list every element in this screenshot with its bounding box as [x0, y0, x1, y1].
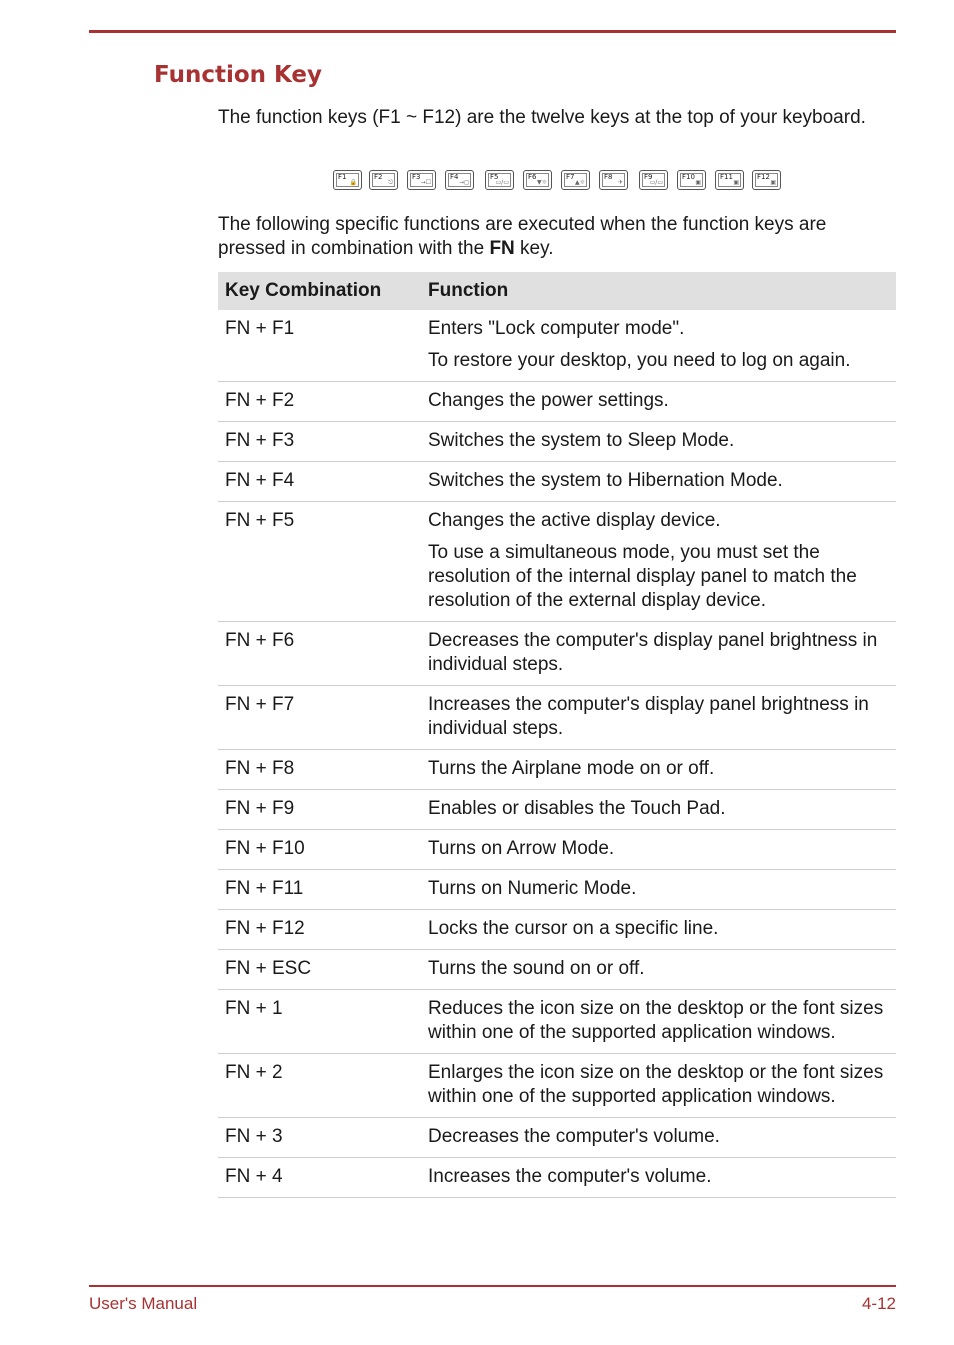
function-description: Turns on Arrow Mode. — [428, 838, 615, 859]
key-combination-cell: FN + F6 — [218, 622, 421, 686]
touchpad-icon: ▭/▭ — [649, 179, 663, 186]
key-label: F12 — [757, 173, 770, 181]
function-cell — [421, 1118, 896, 1158]
key-combination-cell: FN + F12 — [218, 910, 421, 950]
function-description: Enters "Lock computer mode". — [428, 318, 685, 339]
key-combination-cell: FN + F7 — [218, 686, 421, 750]
brightness-down-icon: ▼☼ — [537, 179, 547, 186]
header-function: Function — [421, 272, 896, 310]
key-combination-cell: FN + F10 — [218, 830, 421, 870]
function-cell — [421, 622, 896, 686]
key-combination-cell: FN + F2 — [218, 382, 421, 422]
footer-page-number: 4-12 — [861, 1294, 896, 1313]
key-label: F6 — [528, 173, 537, 181]
function-cell — [421, 910, 896, 950]
key-f2 — [369, 170, 398, 190]
top-rule — [89, 30, 896, 33]
function-description: Enlarges the icon size on the desktop or the font sizes within one of the supported application windows. — [428, 1062, 884, 1107]
header-key-combination: Key Combination — [218, 272, 421, 310]
function-description: Turns the sound on or off. — [428, 958, 645, 979]
key-label: F9 — [644, 173, 653, 181]
key-f6 — [523, 170, 552, 190]
key-f3 — [407, 170, 436, 190]
table-row — [218, 422, 896, 462]
table-row — [218, 870, 896, 910]
key-combination-cell: FN + F9 — [218, 790, 421, 830]
function-description-note: To use a simultaneous mode, you must set the resolution of the internal display panel to match the resolution of the external display device. — [428, 542, 857, 611]
function-description: Locks the cursor on a specific line. — [428, 918, 719, 939]
key-combination-cell: FN + 3 — [218, 1118, 421, 1158]
key-combination-cell: FN + 4 — [218, 1158, 421, 1198]
key-f5 — [485, 170, 514, 190]
table-row — [218, 830, 896, 870]
key-combination-cell: FN + F1 — [218, 310, 421, 382]
table-row — [218, 622, 896, 686]
key-label: F7 — [566, 173, 575, 181]
key-f9 — [639, 170, 668, 190]
function-description: Reduces the icon size on the desktop or the font sizes within one of the supported application windows. — [428, 998, 884, 1043]
function-description: Increases the computer's display panel brightness in individual steps. — [428, 694, 869, 739]
key-f8 — [599, 170, 628, 190]
function-cell — [421, 310, 896, 382]
combination-text: The following specific functions are executed when the function keys are pressed in combination with the — [218, 214, 827, 259]
table-row — [218, 310, 896, 382]
key-f1 — [333, 170, 362, 190]
function-description: Enables or disables the Touch Pad. — [428, 798, 726, 819]
key-label: F4 — [450, 173, 459, 181]
function-key-table — [218, 272, 896, 1198]
arrow-mode-icon: ▣ — [695, 179, 701, 186]
key-combination-cell: FN + 2 — [218, 1054, 421, 1118]
lock-icon: 🔒 — [349, 179, 357, 186]
table-row — [218, 790, 896, 830]
combination-paragraph — [218, 213, 898, 261]
function-description: Increases the computer's volume. — [428, 1166, 712, 1187]
key-f10 — [677, 170, 706, 190]
key-combination-cell: FN + 1 — [218, 990, 421, 1054]
key-combination-cell: FN + F5 — [218, 502, 421, 622]
key-combination-cell: FN + F11 — [218, 870, 421, 910]
key-label: F10 — [682, 173, 695, 181]
table-row — [218, 910, 896, 950]
combination-text-end: key. — [514, 238, 554, 259]
key-combination-cell: FN + ESC — [218, 950, 421, 990]
hibernate-icon: →◻ — [458, 179, 469, 186]
table-row — [218, 1118, 896, 1158]
function-cell — [421, 990, 896, 1054]
function-description: Turns the Airplane mode on or off. — [428, 758, 715, 779]
function-cell — [421, 950, 896, 990]
display-switch-icon: ▭/▭ — [495, 179, 509, 186]
table-row — [218, 502, 896, 622]
function-cell — [421, 830, 896, 870]
function-cell — [421, 382, 896, 422]
key-f7 — [561, 170, 590, 190]
numeric-mode-icon: ▣ — [733, 179, 739, 186]
key-f4 — [445, 170, 474, 190]
function-description: Switches the system to Sleep Mode. — [428, 430, 735, 451]
function-cell — [421, 870, 896, 910]
key-combination-cell: FN + F3 — [218, 422, 421, 462]
key-label: F3 — [412, 173, 421, 181]
table-row — [218, 950, 896, 990]
function-cell — [421, 750, 896, 790]
function-description: Changes the power settings. — [428, 390, 669, 411]
function-description: Decreases the computer's display panel brightness in individual steps. — [428, 630, 878, 675]
bottom-rule — [89, 1285, 896, 1287]
function-description: Decreases the computer's volume. — [428, 1126, 720, 1147]
function-cell — [421, 1054, 896, 1118]
function-cell — [421, 790, 896, 830]
table-row — [218, 382, 896, 422]
footer-manual-title: User's Manual — [89, 1294, 198, 1313]
key-label: F5 — [490, 173, 499, 181]
function-description: Turns on Numeric Mode. — [428, 878, 637, 899]
brightness-up-icon: ▲☼ — [575, 179, 585, 186]
key-combination-cell: FN + F8 — [218, 750, 421, 790]
table-body — [218, 310, 896, 1198]
power-settings-icon: ⎋ — [388, 179, 393, 186]
table-row — [218, 750, 896, 790]
key-label: F2 — [374, 173, 383, 181]
table-row — [218, 462, 896, 502]
table-row — [218, 990, 896, 1054]
sleep-icon: →☐ — [420, 179, 431, 186]
scroll-lock-icon: ▣ — [770, 179, 776, 186]
intro-paragraph: The function keys (F1 ~ F12) are the twelve keys at the top of your keyboard. — [218, 107, 866, 128]
key-label: F1 — [338, 173, 347, 181]
function-description-note: To restore your desktop, you need to log on again. — [428, 350, 851, 371]
function-cell — [421, 502, 896, 622]
section-title: Function Key — [154, 62, 323, 88]
function-description: Changes the active display device. — [428, 510, 721, 531]
key-f12 — [752, 170, 781, 190]
table-row — [218, 686, 896, 750]
key-label: F11 — [720, 173, 733, 181]
airplane-mode-icon: ✈ — [617, 179, 623, 186]
function-description: Switches the system to Hibernation Mode. — [428, 470, 783, 491]
key-label: F8 — [604, 173, 613, 181]
table-row — [218, 1158, 896, 1198]
function-cell — [421, 1158, 896, 1198]
key-f11 — [715, 170, 744, 190]
table-header-row — [218, 272, 896, 310]
function-cell — [421, 462, 896, 502]
key-combination-cell: FN + F4 — [218, 462, 421, 502]
function-cell — [421, 686, 896, 750]
fn-key-label: FN — [489, 238, 515, 259]
function-cell — [421, 422, 896, 462]
table-row — [218, 1054, 896, 1118]
